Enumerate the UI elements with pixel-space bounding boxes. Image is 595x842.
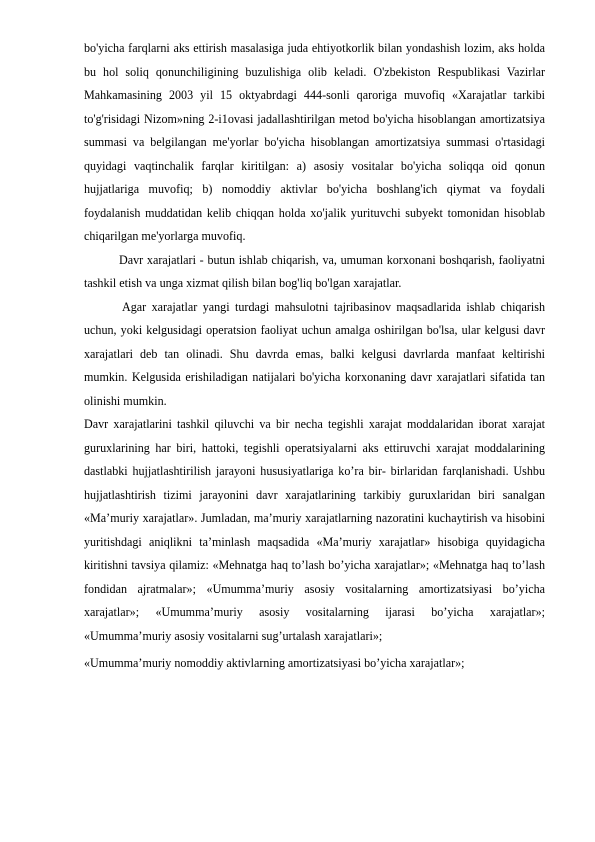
paragraph-future-period-expenses: Agar xarajatlar yangi turdagi mahsulotni tajribasinov maqsadlarida ishlab chiqarish uchun, yoki kelgusidagi operatsion faoliyat uchun amalga oshirilgan bo'lsa, ular kelgusi davr xarajatlari deb tan olinadi. Shu davrda emas, balki kelgusi davrlarda manfaat keltirishi mumkin. Kelgusida erishiladigan natijalari bo'yicha korxonaning davr xarajatlari sifatida tan olinishi mumkin.	[84, 299, 545, 408]
paragraph-administrative-expenses: Davr xarajatlarini tashkil qiluvchi va bir necha tegishli xarajat moddalaridan iborat xarajat guruxlarining har biri, hattoki, tegishli operatsiyalarni aks ettiruvchi xarajat moddalarining dastlabki hujjatlashtirilish jarayoni hususiyatlariga ko’ra bir- birlaridan farqlanishadi. Ushbu hujjatlashtirish tizimi jarayonini davr xarajatlarining tarkibiy guruxlaridan biri sanalgan «Ma’muriy xarajatlar». Jumladan, ma’muriy xarajatlarning nazoratini kuchaytirish va hisobini yuritishdagi aniqlikni ta’minlash maqsadida «Ma’muriy xarajatlar» hisobiga quyidagicha kiritishni tavsiya qilamiz: «Mehnatga haq to’lash bo’yicha xarajatlar»; «Mehnatga haq to’lash fondidan ajratmalar»; «Umumma’muriy asosiy vositalarning amortizatsiyasi bo’yicha xarajatlar»; «Umumma’muriy asosiy vositalarning ijarasi bo’yicha xarajatlar»; «Umumma’muriy asosiy vositalarni sug’urtalash xarajatlari»;	[84, 417, 545, 643]
paragraph-deferred-tax-differences: bo'yicha farqlarni aks ettirish masalasiga juda ehtiyotkorlik bilan yondashish lozim, aks holda bu hol soliq qonunchiligining buzulishiga olib keladi. O'zbekiston Respublikasi Vazirlar Mahkamasining 2003 yil 15 oktyabrdagi 444-sonli qaroriga muvofiq «Xarajatlar tarkibi to'g'risidagi Nizom»ning 2-i1ovasi jadallashtirilgan metod bo'yicha hisoblangan amortizatsiya summasi va belgilangan me'yorlar bo'yicha hisoblangan amortizatsiya summasi o'rtasidagi quyidagi vaqtinchalik farqlar kiritilgan: a) asosiy vositalar bo'yicha soliqqa oid qonun hujjatlariga muvofiq; b) nomoddiy aktivlar bo'yicha boshlang'ich qiymat va foydali foydalanish muddatidan kelib chiqqan holda xo'jalik yurituvchi subyekt tomonidan hisoblab chiqarilgan me'yorlarga muvofiq.	[84, 41, 545, 243]
paragraph-period-expenses-definition: Davr xarajatlari - butun ishlab chiqarish, va, umuman korxonani boshqarish, faoliyatni tashkil etish va unga xizmat qilish bilan bog'liq bo'lgan xarajatlar.	[84, 252, 545, 290]
paragraph-intangible-amortization: «Umumma’muriy nomoddiy aktivlarning amortizatsiyasi bo’yicha xarajatlar»;	[84, 656, 465, 670]
document-page	[84, 37, 545, 672]
